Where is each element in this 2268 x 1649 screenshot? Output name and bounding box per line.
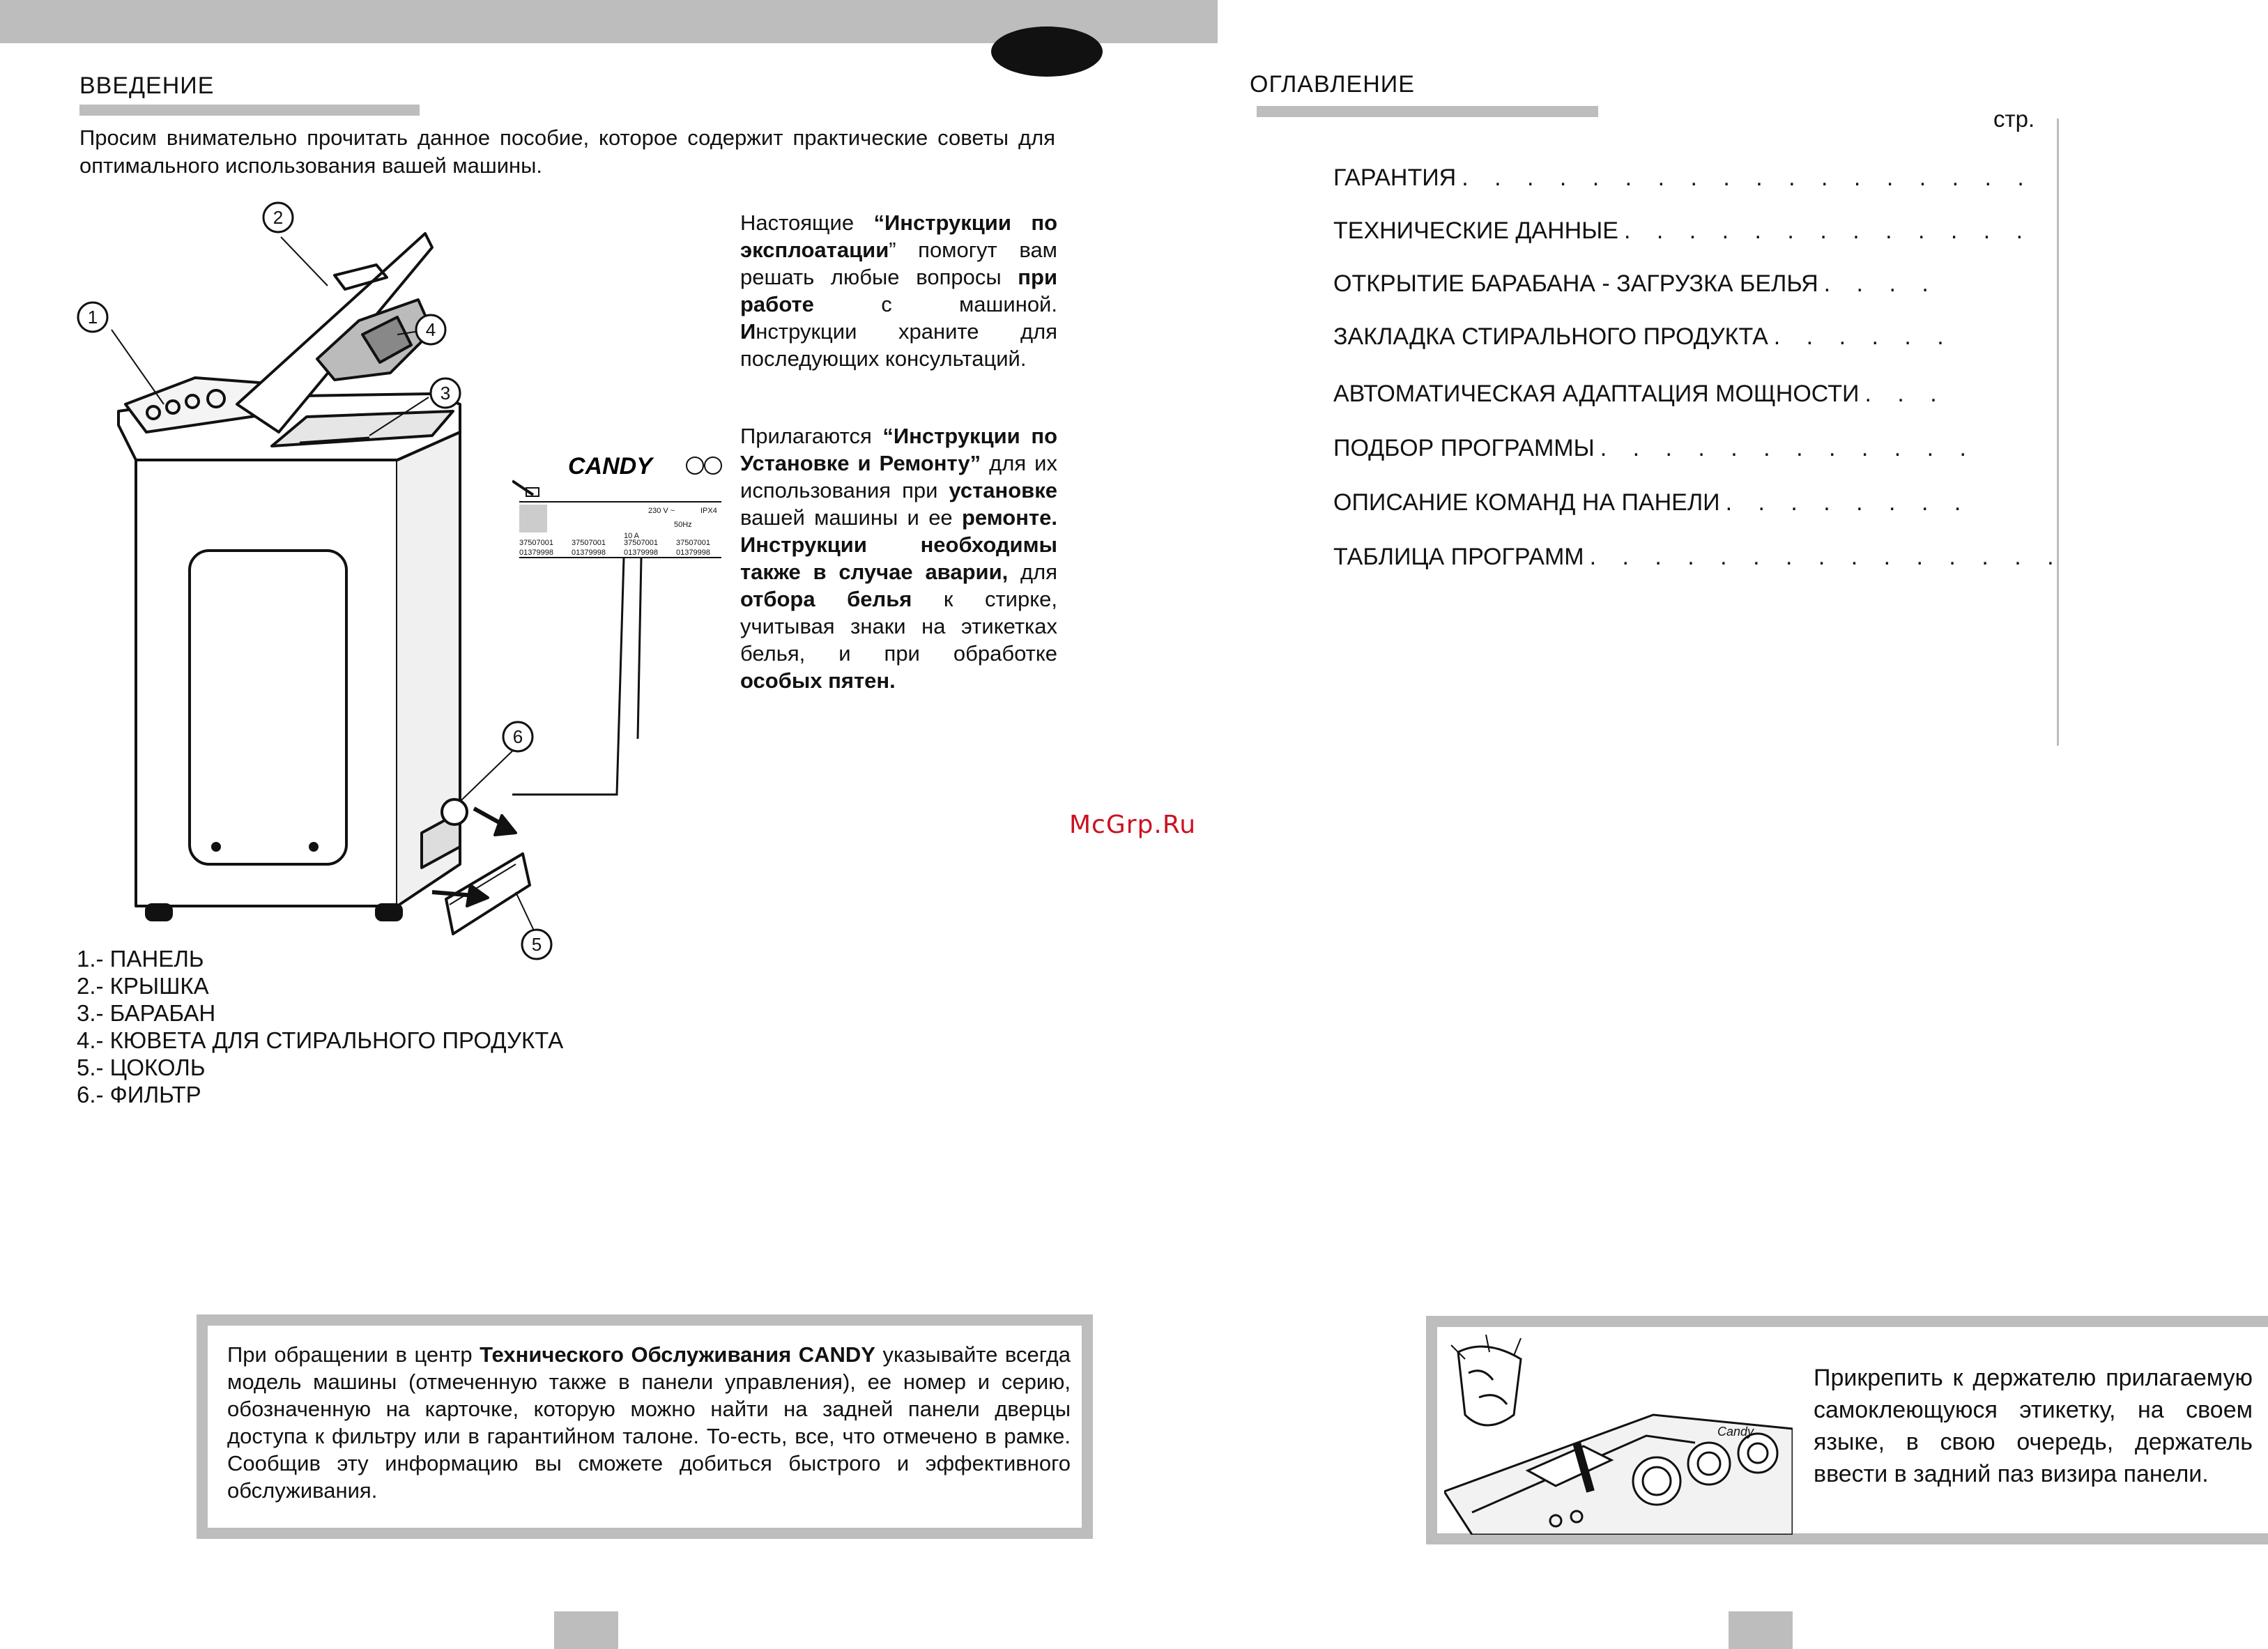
plate-code-1: 37507001	[519, 539, 553, 547]
panel-brand-mark: Candy	[1717, 1425, 1754, 1439]
left-page-number-tab	[554, 1611, 618, 1649]
rating-plate	[512, 446, 735, 802]
right-page-number-tab	[1729, 1611, 1793, 1649]
intro-paragraph: Просим внимательно прочитать данное пособие, которое содержит практические советы для оптимального использования вашей машины.	[79, 125, 1055, 178]
intro-heading: ВВЕДЕНИЕ	[79, 72, 215, 99]
plate-code-3: 37507001	[624, 539, 658, 547]
label-instruction-box	[1426, 1316, 2268, 1544]
page-tab-marker	[991, 26, 1103, 77]
legend-item: 4.- КЮВЕТА ДЛЯ СТИРАЛЬНОГО ПРОДУКТА	[77, 1027, 564, 1053]
legend-item: 2.- КРЫШКА	[77, 973, 209, 999]
toc-item-technical-data[interactable]: ТЕХНИЧЕСКИЕ ДАННЫЕ . . . . . . . . . . . . .	[1333, 217, 2033, 244]
legend-item: 3.- БАРАБАН	[77, 1000, 216, 1026]
plate-serial-1: 01379998	[519, 549, 553, 557]
legend-item: 5.- ЦОКОЛЬ	[77, 1054, 206, 1080]
toc-item-detergent[interactable]: ЗАКЛАДКА СТИРАЛЬНОГО ПРОДУКТА . . . . . .	[1333, 323, 1954, 350]
legend-item: 6.- ФИЛЬТР	[77, 1082, 201, 1107]
toc-item-drum-opening[interactable]: ОТКРЫТИЕ БАРАБАНА - ЗАГРУЗКА БЕЛЬЯ . . . .	[1333, 270, 1938, 297]
plate-serial-3: 01379998	[624, 549, 658, 557]
plate-code-4: 37507001	[676, 539, 710, 547]
toc-page-column-rule	[2057, 118, 2059, 746]
callout-1-label: 1	[87, 307, 98, 328]
panel-label-illustration	[1444, 1331, 1793, 1535]
plate-code-2: 37507001	[572, 539, 606, 547]
page-column-label: стр.	[1993, 106, 2035, 132]
toc-item-program-selection[interactable]: ПОДБОР ПРОГРАММЫ . . . . . . . . . . . .	[1333, 435, 1976, 461]
plate-serial-2: 01379998	[572, 549, 606, 557]
toc-item-program-table[interactable]: ТАБЛИЦА ПРОГРАММ . . . . . . . . . . . . . . .	[1333, 544, 2064, 570]
service-note-text: При обращении в центр Технического Обслуживания CANDY указывайте всегда модель машины (отмеченную также в панели управления), ее номер и серию, обозначенную на карточке, которую можно найти на задней панели дверцы доступа к фильтру или в гарантийном талоне. То-есть, все, что отмечено в рамке. Сообщив эту информацию вы сможете добиться быстрого и эффективного обслуживания.	[227, 1342, 1071, 1503]
callout-4-label: 4	[425, 319, 436, 340]
manual-paragraph: Настоящие “Инструкции по эксплоатации” помогут вам решать любые вопросы при работе с машиной. Инструкции храните для последующих консультаций.	[740, 210, 1057, 371]
installation-paragraph: Прилагаются “Инструкции по Установке и Ремонту” для их использования при установке вашей машины и ее ремонте. Инструкции необходимы также в случае аварии, для отбора белья к стирке, учитывая знаки на этикетках белья, и при обработке особых пятен.	[740, 424, 1058, 693]
service-note-box	[197, 1314, 1093, 1539]
callout-3-label: 3	[440, 383, 451, 404]
plate-power: 230 V ~	[648, 507, 675, 515]
plate-brand: CANDY	[568, 453, 652, 480]
toc-heading-rule	[1257, 106, 1598, 117]
toc-item-power-adaptation[interactable]: АВТОМАТИЧЕСКАЯ АДАПТАЦИЯ МОЩНОСТИ . . .	[1333, 381, 1947, 407]
plate-serial-4: 01379998	[676, 549, 710, 557]
watermark: McGrp.Ru	[1069, 811, 1197, 839]
parts-legend	[77, 945, 563, 1108]
callout-5-label: 5	[531, 934, 542, 955]
label-instruction-text: Прикрепить к держателю прилагаемую самоклеющуюся этикетку, на своем языке, в свою очередь, держатель ввести в задний паз визира панели.	[1814, 1365, 2253, 1487]
callout-6-label: 6	[512, 726, 523, 747]
toc-item-warranty[interactable]: ГАРАНТИЯ . . . . . . . . . . . . . . . . . .	[1333, 164, 2034, 191]
toc-item-panel-commands[interactable]: ОПИСАНИЕ КОМАНД НА ПАНЕЛИ . . . . . . . .	[1333, 489, 1971, 516]
intro-heading-rule	[79, 105, 420, 116]
toc-heading: ОГЛАВЛЕНИЕ	[1250, 71, 1415, 98]
plate-freq: 50Hz	[674, 521, 692, 529]
legend-item: 1.- ПАНЕЛЬ	[77, 946, 204, 972]
plate-ip: IPX4	[700, 507, 717, 515]
plate-current: 10 A	[624, 532, 640, 540]
callout-2-label: 2	[273, 207, 284, 228]
